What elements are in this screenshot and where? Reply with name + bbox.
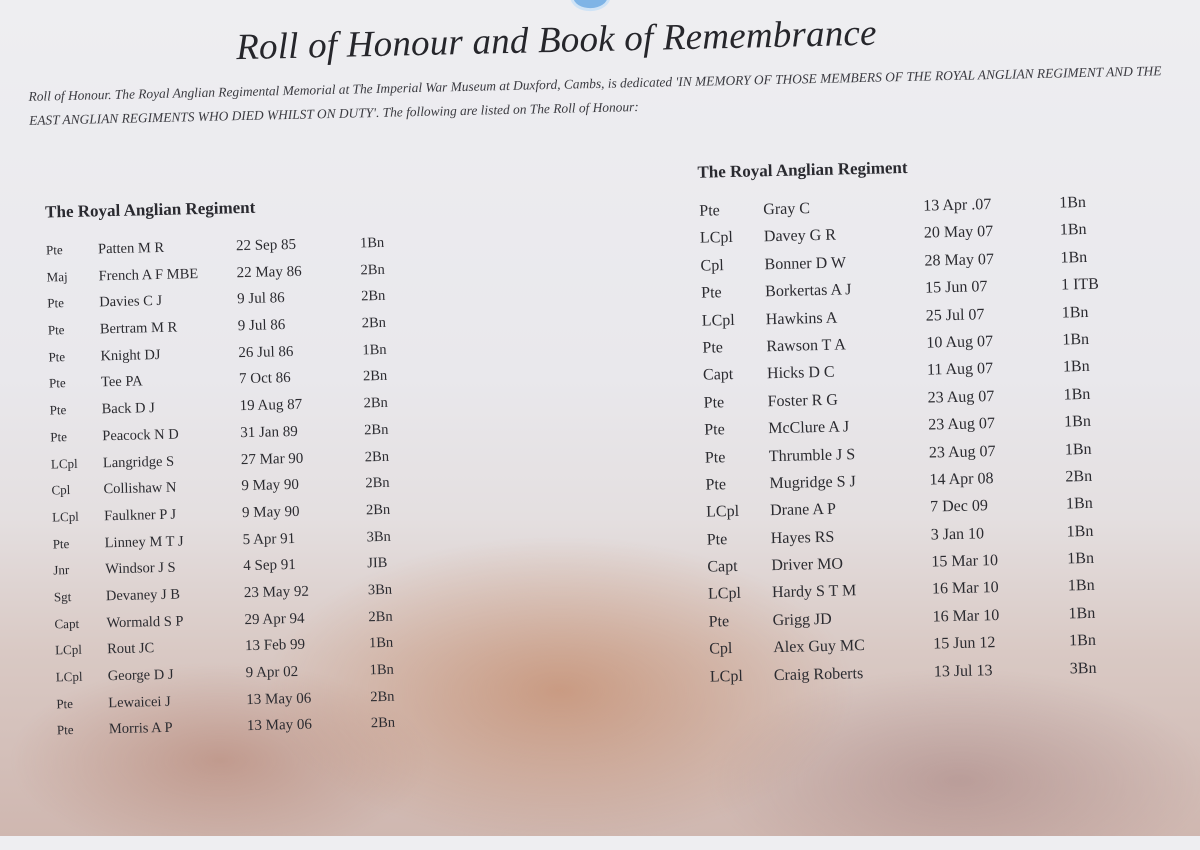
entry-rank: Pte [45,242,63,258]
entry-date: 9 Apr 02 [245,663,299,682]
entry-unit: 1Bn [1066,522,1094,541]
entry-unit: 2Bn [364,421,389,439]
entry-name: Peacock N D [102,426,179,445]
entry-date: 26 Jul 86 [238,343,294,361]
entry-unit: 2Bn [370,688,395,705]
entry-unit: 1Bn [1068,632,1097,650]
entry-name: Thrumble J S [768,445,856,465]
entry-name: Foster R G [767,391,839,410]
entry-date: 27 Mar 90 [240,450,304,468]
entry-rank: Maj [46,268,68,285]
entry-rank: Pte [47,295,65,311]
entry-name: Devaney J B [105,586,181,605]
left-roll-list [46,234,431,749]
entry-name: Hardy S T M [771,582,857,602]
entry-unit: 3Bn [367,581,393,599]
entry-rank: LCpl [705,503,740,521]
entry-rank: LCpl [51,508,79,525]
entry-date: 13 May 06 [246,690,312,708]
entry-rank: Pte [47,322,65,338]
entry-date: 9 May 90 [241,477,300,495]
entry-unit: 1Bn [359,234,385,252]
entry-name: Hawkins A [765,309,838,328]
entry-unit: 3Bn [366,528,391,545]
entry-unit: 2Bn [364,448,390,465]
entry-rank: Pte [49,402,67,418]
entry-rank: LCpl [54,642,83,658]
entry-name: Linney M T J [104,533,184,551]
entry-date: 15 Mar 10 [931,552,999,571]
entry-name: Wormald S P [106,613,184,631]
entry-date: 23 May 92 [243,583,310,602]
entry-rank: LCpl [50,455,78,471]
entry-unit: 1 ITB [1060,275,1100,294]
entry-rank: Pte [704,421,725,439]
entry-name: Davies C J [99,293,163,311]
entry-name: French A F MBE [98,265,199,285]
entry-unit: 1Bn [369,661,395,679]
entry-unit: 1Bn [1060,248,1088,267]
entry-rank: Capt [707,557,738,576]
intro-paragraph: Roll of Honour. The Royal Anglian Regimental Memorial at The Imperial War Museum at Duxford, Cambs, is dedicated 'IN MEMORY OF THOSE MEMBERS OF THE ROYAL ANGLIAN REGIMENT AND THE EAST ANGLIAN REGIMENTS WHO DIED WHILST ON DUTY'. The following are listed on The Roll of Honour: [28,63,1162,128]
entry-rank: LCpl [699,229,734,248]
entry-name: Alex Guy MC [773,637,865,657]
entry-rank: LCpl [709,667,743,686]
entry-date: 9 Jul 86 [237,317,286,335]
entry-unit: 3Bn [1069,659,1097,678]
entry-name: Hayes RS [770,528,835,547]
entry-unit: 1Bn [1061,303,1089,322]
entry-rank: Capt [702,366,734,384]
entry-name: McClure A J [768,418,850,438]
entry-name: Rawson T A [766,336,847,356]
entry-unit: 2Bn [361,288,386,305]
entry-date: 22 May 86 [236,263,302,281]
entry-date: 31 Jan 89 [240,423,298,441]
entry-date: 9 May 90 [241,503,300,522]
entry-unit: 1Bn [1064,412,1092,431]
entry-date: 14 Apr 08 [929,469,994,489]
entry-date: 5 Apr 91 [242,530,296,548]
entry-date: 29 Apr 94 [244,610,305,628]
entry-name: Faulkner P J [103,506,177,525]
entry-rank: Pte [701,284,722,302]
entry-rank: Pte [56,695,74,712]
entry-rank: LCpl [701,311,735,330]
page-title: Roll of Honour and Book of Remembrance [235,12,878,69]
entry-rank: Pte [50,428,68,445]
entry-name: George D J [107,666,174,685]
entry-date: 13 Jul 13 [933,661,993,681]
entry-unit: 1Bn [1059,221,1087,239]
entry-unit: 1Bn [1063,385,1091,404]
entry-date: 7 Dec 09 [929,497,989,516]
entry-rank: Sgt [53,588,72,605]
entry-unit: 2Bn [362,368,388,385]
entry-rank: Pte [704,448,726,467]
entry-date: 13 May 06 [246,716,313,735]
entry-date: 20 May 07 [923,223,994,242]
entry-unit: 1Bn [1062,330,1090,349]
entry-unit: 1Bn [368,635,394,652]
entry-unit: 1Bn [1062,358,1090,376]
entry-name: Borkertas A J [764,281,852,301]
entry-name: Knight DJ [100,346,161,365]
entry-name: Grigg JD [772,610,832,629]
entry-rank: Pte [703,393,725,412]
entry-unit: 1Bn [1067,577,1095,595]
entry-rank: Pte [705,476,727,494]
entry-date: 23 Aug 07 [928,442,996,462]
entry-name: Bertram M R [99,319,178,338]
entry-name: Gray C [763,200,811,219]
entry-date: 22 Sep 85 [235,236,297,255]
entry-date: 28 May 07 [924,250,995,270]
entry-rank: Pte [708,612,730,631]
entry-rank: LCpl [707,585,742,604]
entry-rank: Cpl [51,482,71,498]
entry-name: Lewaicei J [108,693,171,711]
entry-rank: Pte [699,202,720,220]
entry-date: 23 Aug 07 [928,415,996,434]
entry-name: Drane A P [769,500,837,520]
entry-rank: Pte [48,348,66,365]
entry-name: Collishaw N [103,479,177,498]
entry-name: Davey G R [763,226,837,246]
entry-unit: 2Bn [363,394,388,412]
entry-date: 15 Jun 07 [924,278,988,297]
entry-unit: 2Bn [368,608,393,625]
entry-name: Back D J [101,400,156,418]
entry-name: Bonner D W [764,254,847,274]
entry-unit: 1Bn [1065,495,1093,513]
entry-date: 13 Apr .07 [923,196,992,215]
entry-name: Langridge S [102,453,175,471]
entry-rank: Pte [56,722,74,738]
entry-date: 25 Jul 07 [925,305,985,325]
entry-rank: Pte [702,339,724,357]
entry-name: Mugridge S J [769,473,856,493]
entry-name: Hicks D C [766,364,835,383]
entry-unit: 1Bn [1064,440,1092,458]
entry-unit: 2Bn [1065,467,1093,486]
entry-rank: Pte [706,530,728,549]
entry-unit: 1Bn [1059,193,1087,212]
entry-rank: Pte [52,535,70,552]
entry-name: Rout JC [106,640,155,658]
right-column-heading: The Royal Anglian Regiment [697,157,908,182]
entry-rank: Pte [48,375,66,391]
entry-unit: 2Bn [365,474,390,492]
entry-unit: 1Bn [1068,604,1096,623]
entry-date: 16 Mar 10 [931,579,999,598]
entry-unit: 2Bn [365,501,391,519]
entry-unit: 1Bn [362,341,387,359]
entry-date: 19 Aug 87 [239,396,303,415]
entry-unit: 1Bn [1067,549,1095,568]
entry-date: 7 Oct 86 [238,370,291,388]
entry-name: Tee PA [100,373,143,391]
entry-rank: Jnr [53,562,70,578]
entry-rank: Cpl [700,256,724,275]
entry-name: Craig Roberts [773,664,864,684]
entry-date: 3 Jan 10 [930,525,985,544]
entry-unit: 2Bn [360,261,385,279]
entry-date: 15 Jun 12 [933,634,996,653]
entry-unit: JIB [367,555,388,572]
entry-rank: Capt [54,615,80,632]
entry-date: 13 Feb 99 [244,637,306,655]
entry-date: 10 Aug 07 [926,333,994,352]
entry-name: Windsor J S [105,559,176,578]
entry-rank: LCpl [55,668,83,685]
entry-date: 23 Aug 07 [927,387,995,407]
entry-name: Morris A P [108,720,173,738]
entry-unit: 2Bn [370,715,396,732]
entry-date: 11 Aug 07 [926,360,994,379]
right-roll-list [699,193,1130,695]
entry-rank: Cpl [709,640,733,658]
entry-name: Patten M R [97,239,165,258]
left-column-heading: The Royal Anglian Regiment [44,197,256,222]
entry-unit: 2Bn [361,314,387,332]
entry-date: 4 Sep 91 [243,557,296,575]
loading-indicator-icon [573,0,607,8]
entry-name: Driver MO [771,555,844,575]
entry-date: 16 Mar 10 [932,606,1000,626]
entry-date: 9 Jul 86 [237,290,285,308]
